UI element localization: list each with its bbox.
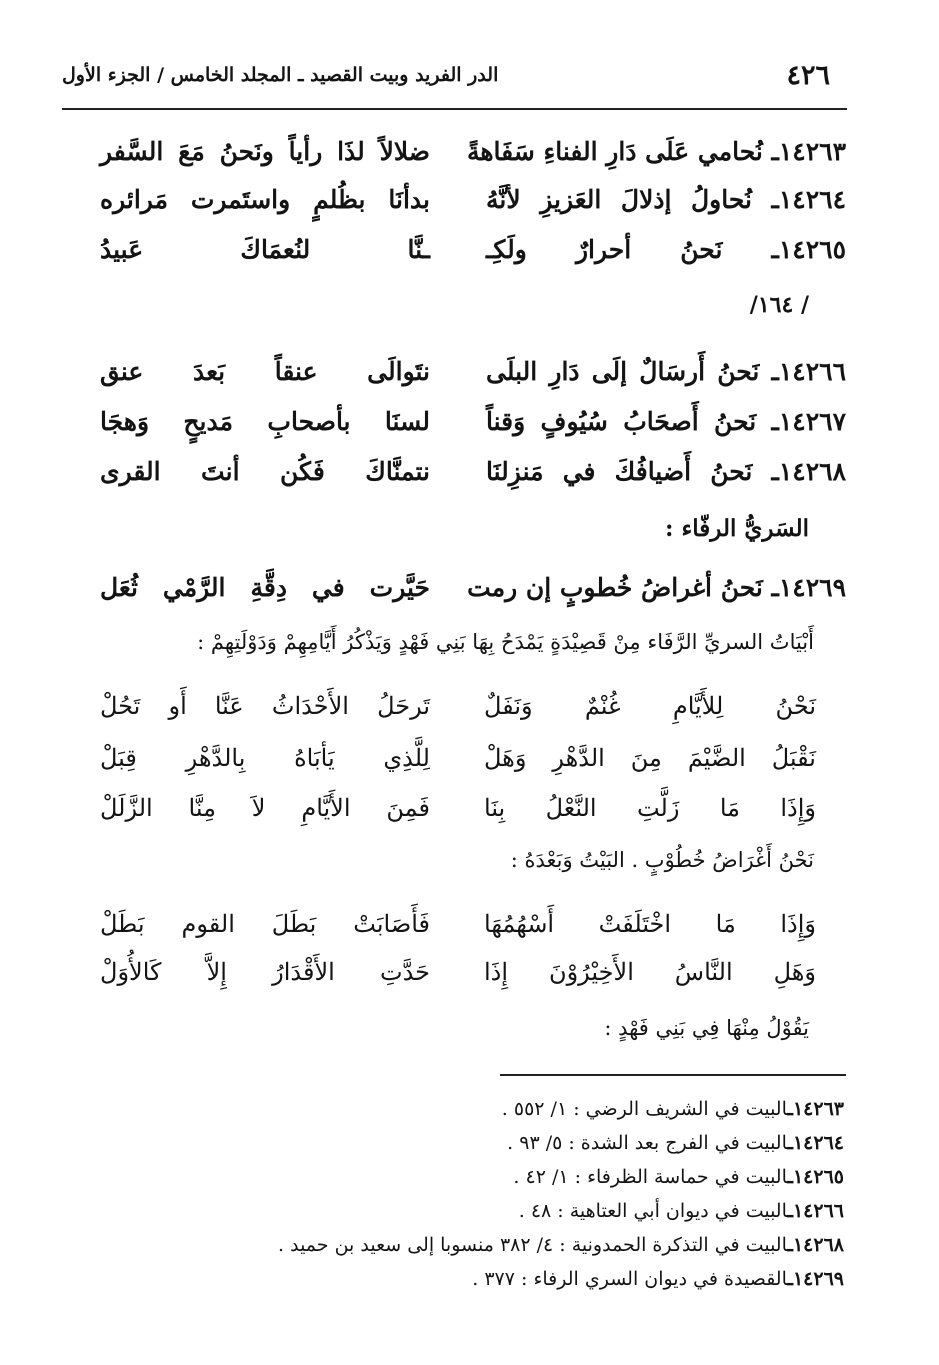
verse-14266 xyxy=(100,350,846,394)
footnote xyxy=(472,1268,844,1290)
verse-14268 xyxy=(100,450,846,494)
verse-first-hemistich: نَحْنُ لِلأَيَّامِ غُنْمٌ وَنَفَلٌ xyxy=(484,692,816,720)
quoted-verse xyxy=(100,684,846,728)
quoted-verse xyxy=(100,950,846,994)
footnote-text: البيت في التذكرة الحمدونية : ٤/ ٣٨٢ منسوبا إلى سعيد بن حميد . xyxy=(278,1234,788,1256)
verse-second-hemistich: حَدَّتِ الأَقْدَارُ إِلاَّ كَالأُوَلْ xyxy=(100,958,430,986)
commentary-intro: أَبْيَاتُ السريِّ الرَّفَاء مِنْ قَصِيْدَةٍ يَمْدَحُ بِهَا بَنِي فَهْدٍ وَيَذْكُرُ أَيَّامِهِمْ وَدَوْلَتِهِمْ : xyxy=(197,630,814,654)
verse-first-hemistich: وَإِذَا مَا زَلَّتِ النَّعْلُ بِنَا xyxy=(484,794,816,822)
running-header xyxy=(62,58,844,98)
page-reference: / ١٦٤/ xyxy=(749,292,809,318)
footnote xyxy=(513,1166,844,1188)
verse-second-hemistich: بدأنَا بظُلمٍ واستَمرت مَرائره xyxy=(100,185,430,214)
verse-14265 xyxy=(100,228,846,272)
footnote-text: القصيدة في ديوان السري الرفاء : ٣٧٧ . xyxy=(472,1268,788,1290)
verse-first-hemistich: ١٤٢٦٧ـ نَحنُ أَصحَابُ سُيُوفٍ وَقناً xyxy=(486,407,846,436)
footnote-text: البيت في ديوان أبي العتاهية : ٤٨ . xyxy=(518,1200,788,1222)
footnote xyxy=(502,1098,844,1120)
footnote-number: ١٤٢٦٩ـ xyxy=(787,1268,844,1290)
verse-second-hemistich: فَأَصَابَتْ بَطَلَ القوم بَطَلْ xyxy=(100,910,430,938)
verse-first-hemistich: ١٤٢٦٩ـ نَحنُ أغراضُ خُطوبٍ إن رمت xyxy=(467,573,846,602)
quoted-verse xyxy=(100,786,846,830)
poet-heading: السَريُّ الرفّاء : xyxy=(664,515,809,542)
verse-first-hemistich: نَقْبَلُ الضَّيْمَ مِنَ الدَّهْرِ وَهَلْ xyxy=(484,744,816,772)
header-rule xyxy=(62,108,847,110)
verse-first-hemistich: ١٤٢٦٨ـ نَحنُ أَضيافُكَ في مَنزِلنَا xyxy=(486,457,846,486)
verse-second-hemistich: حَيَّرت في دِقَّةِ الرَّمْي ثُعَل xyxy=(100,573,430,602)
verse-second-hemistich: نتمنَّاكَ فَكُن أنتَ القرى xyxy=(100,457,430,486)
verse-first-hemistich: وَإِذَا مَا اخْتَلَفَتْ أَسْهُمُهَا xyxy=(484,910,816,938)
footnote-number: ١٤٢٦٣ـ xyxy=(787,1098,844,1120)
footnote-text: البيت في الفرج بعد الشدة : ٥/ ٩٣ . xyxy=(507,1132,788,1154)
verse-second-hemistich: لِلَّذِي يَأبَاهُ بِالدَّهْرِ قِبَلْ xyxy=(100,744,430,772)
footnote-number: ١٤٢٦٨ـ xyxy=(787,1234,844,1256)
quoted-verse xyxy=(100,736,846,780)
verse-second-hemistich: ـنَّا لنُعمَاكَ عَبيدُ xyxy=(100,235,430,264)
footnote-number: ١٤٢٦٤ـ xyxy=(787,1132,844,1154)
verse-first-hemistich: ١٤٢٦٣ـ نُحامي عَلَى دَارِ الفناءِ سَفَاهةً xyxy=(466,137,846,166)
verse-second-hemistich: نتَوالَى عنقاً بَعدَ عنق xyxy=(100,357,430,386)
footnote xyxy=(278,1234,844,1256)
footnote-text: البيت في حماسة الظرفاء : ١/ ٤٢ . xyxy=(513,1166,788,1188)
verse-first-hemistich: ١٤٢٦٥ـ نَحنُ أحرارٌ ولَكِـ xyxy=(486,235,846,264)
footnote xyxy=(507,1132,844,1154)
verse-second-hemistich: لسنَا بأصحابِ مَديحٍ وَهجَا xyxy=(100,407,430,436)
footnote xyxy=(519,1200,844,1222)
verse-14267 xyxy=(100,400,846,444)
quoted-verse xyxy=(100,902,846,946)
footnote-text: البيت في الشريف الرضي : ١/ ٥٥٢ . xyxy=(501,1098,788,1120)
verse-second-hemistich: تَرحَلُ الأَحْدَاثُ عَنَّا أَو تَحُلْ xyxy=(100,692,430,720)
footnote-number: ١٤٢٦٦ـ xyxy=(787,1200,844,1222)
verse-first-hemistich: ١٤٢٦٤ـ نُحاولُ إذلالَ العَزيزِ لأنَّهُ xyxy=(486,185,846,214)
verse-14264 xyxy=(100,178,846,222)
commentary-intro: يَقُوْلُ مِنْهَا فِي بَنِي فَهْدٍ : xyxy=(604,1016,809,1040)
verse-14263 xyxy=(100,130,846,174)
running-title: الدر الفريد وبيت القصيد ـ المجلد الخامس / الجزء الأول xyxy=(62,64,499,86)
footnote-separator xyxy=(500,1074,846,1076)
commentary-intro: نَحْنُ أَغْرَاضُ خُطُوْبٍ . البَيْتُ وَبَعْدَهُ : xyxy=(510,848,814,872)
verse-14269 xyxy=(100,566,846,610)
verse-first-hemistich: ١٤٢٦٦ـ نَحنُ أَرسَالٌ إلَى دَارِ البلَى xyxy=(486,357,846,386)
page-number: ٤٢٦ xyxy=(786,60,830,91)
verse-first-hemistich: وَهَلِ النَّاسُ الأَخِيْرُوْنَ إِذَا xyxy=(484,958,816,986)
verse-second-hemistich: فَمِنَ الأَيَّامِ لاَ مِنَّا الزَّلَلْ xyxy=(100,794,430,822)
footnote-number: ١٤٢٦٥ـ xyxy=(787,1166,844,1188)
verse-second-hemistich: ضلالاً لذَا رأياً ونَحنُ مَعَ السَّفر xyxy=(100,137,430,166)
